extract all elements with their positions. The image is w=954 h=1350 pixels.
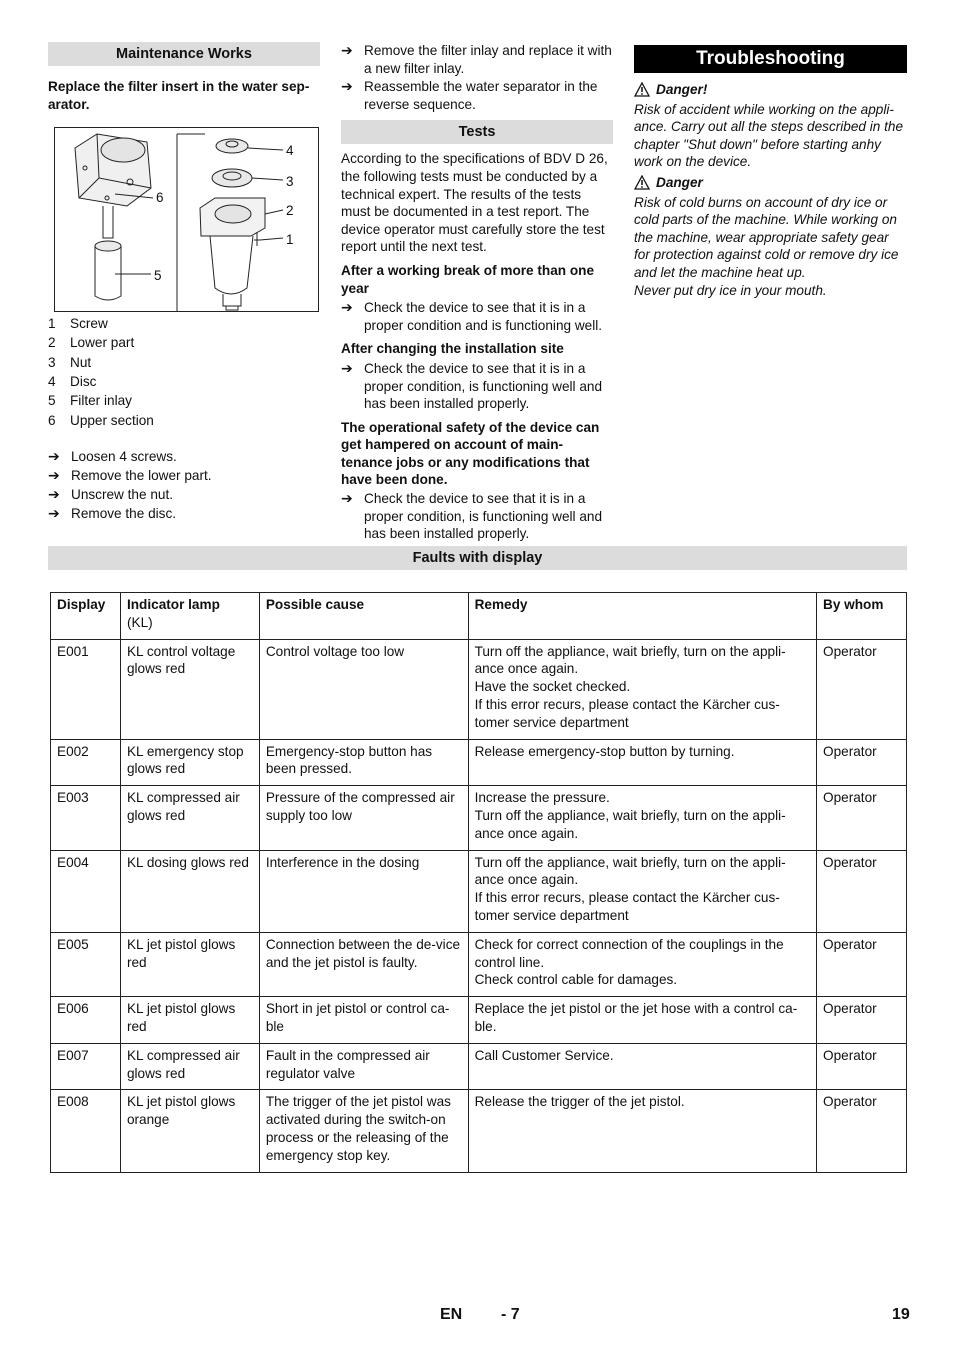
arrow-icon: ➔ [341, 78, 353, 95]
possible-cause-cell: The trigger of the jet pistol was activated during the switch-on process or the releasing of the emergency stop key. [259, 1090, 468, 1172]
step-item: ➔ Unscrew the nut. [48, 485, 173, 502]
site-heading: After changing the installation site [341, 341, 564, 357]
remedy-cell: Turn off the appliance, wait briefly, turn on the appli-ance once again. Have the socket checked. If this error recurs, please contact the Kärcher cus-tomer service department [468, 639, 816, 739]
remedy-cell: Release the trigger of the jet pistol. [468, 1090, 816, 1172]
faults-table [50, 592, 907, 1173]
callout-3: 3 [286, 174, 294, 190]
callout-6: 6 [156, 190, 164, 206]
display-cell: E002 [51, 739, 121, 786]
display-cell: E008 [51, 1090, 121, 1172]
arrow-icon: ➔ [341, 42, 353, 58]
tests-column [341, 42, 613, 543]
legend-item: 4 Disc [48, 374, 97, 390]
arrow-icon: ➔ [341, 490, 353, 507]
by-whom-cell: Operator [817, 639, 907, 739]
col-remedy: Remedy [468, 593, 816, 640]
indicator-lamp-cell: KL jet pistol glows red [120, 932, 259, 996]
arrow-icon: ➔ [48, 485, 60, 502]
break-heading: After a working break of more than one year [341, 262, 595, 296]
indicator-lamp-cell: KL control voltage glows red [120, 639, 259, 739]
by-whom-cell: Operator [817, 1043, 907, 1090]
fault-row [51, 1043, 907, 1090]
display-cell: E007 [51, 1043, 121, 1090]
arrow-icon: ➔ [48, 466, 60, 483]
indicator-lamp-cell: KL dosing glows red [120, 850, 259, 932]
maintenance-column [48, 42, 320, 523]
legend-item: 5 Filter inlay [48, 393, 132, 409]
fault-row [51, 739, 907, 786]
by-whom-cell: Operator [817, 997, 907, 1044]
step-item: ➔ Check the device to see that it is in a proper condition and is functioning well. [341, 299, 603, 333]
danger-text-2: Risk of cold burns on account of dry ice or cold parts of the machine. While working on the machine, wear appropriate safety gear for protection against cold or remove dry ice and let the machine heat up. [634, 194, 899, 280]
maintenance-steps [48, 448, 320, 523]
callout-2: 2 [286, 203, 294, 219]
col-possible-cause: Possible cause [259, 593, 468, 640]
step-item: ➔ Loosen 4 screws. [48, 447, 177, 464]
fault-row [51, 786, 907, 850]
water-separator-diagram [55, 128, 318, 311]
by-whom-cell: Operator [817, 739, 907, 786]
water-separator-figure [54, 127, 319, 312]
danger-text-1: Risk of accident while working on the appli-ance. Carry out all the steps described in the chapter "Shut down" before starting anhy work on the device. [634, 101, 904, 170]
faults-heading: Faults with display [48, 546, 907, 570]
warning-triangle-icon [634, 82, 650, 97]
legend-item: 6 Upper section [48, 412, 154, 428]
legend-item: 3 Nut [48, 354, 92, 370]
possible-cause-cell: Pressure of the compressed air supply too low [259, 786, 468, 850]
step-item: ➔ Remove the disc. [48, 504, 177, 521]
display-cell: E004 [51, 850, 121, 932]
parts-legend [48, 314, 320, 430]
possible-cause-cell: Emergency-stop button has been pressed. [259, 739, 468, 786]
callout-5: 5 [154, 268, 162, 284]
danger-label-2: Danger [634, 174, 907, 192]
arrow-icon: ➔ [341, 299, 353, 316]
tests-heading: Tests [341, 120, 613, 144]
troubleshooting-column [634, 42, 907, 299]
col-by-whom: By whom [817, 593, 907, 640]
fault-row [51, 997, 907, 1044]
tests-intro: According to the specifications of BDV D 26, the following tests must be conducted by a technical expert. The results of the tests must be documented in a test report. The device operator must carefully store the test report until the next test. [341, 151, 608, 255]
by-whom-cell: Operator [817, 1090, 907, 1172]
possible-cause-cell: Control voltage too low [259, 639, 468, 739]
danger-text-2-extra: Never put dry ice in your mouth. [634, 282, 827, 298]
col-indicator-lamp: Indicator lamp (KL) [120, 593, 259, 640]
display-cell: E003 [51, 786, 121, 850]
arrow-icon: ➔ [48, 447, 60, 464]
display-cell: E005 [51, 932, 121, 996]
remedy-cell: Turn off the appliance, wait briefly, turn on the appli-ance once again. If this error recurs, please contact the Kärcher cus-tomer service department [468, 850, 816, 932]
indicator-lamp-cell: KL jet pistol glows orange [120, 1090, 259, 1172]
legend-item: 2 Lower part [48, 335, 135, 351]
by-whom-cell: Operator [817, 850, 907, 932]
danger-label-1: Danger! [634, 81, 907, 99]
fault-row [51, 1090, 907, 1172]
arrow-icon: ➔ [48, 504, 60, 521]
step-item: ➔ Check the device to see that it is in a proper condition, is functioning well and has been installed properly. [341, 359, 603, 412]
col-display: Display [51, 593, 121, 640]
callout-4: 4 [286, 143, 294, 159]
remedy-cell: Release emergency-stop button by turning. [468, 739, 816, 786]
faults-header-row [51, 593, 907, 640]
possible-cause-cell: Connection between the de-vice and the jet pistol is faulty. [259, 932, 468, 996]
legend-item: 1 Screw [48, 316, 108, 332]
by-whom-cell: Operator [817, 786, 907, 850]
remedy-cell: Replace the jet pistol or the jet hose with a control ca-ble. [468, 997, 816, 1044]
indicator-lamp-cell: KL jet pistol glows red [120, 997, 259, 1044]
remedy-cell: Increase the pressure. Turn off the appliance, wait briefly, turn on the appli-ance once again. [468, 786, 816, 850]
troubleshooting-heading: Troubleshooting [634, 45, 907, 73]
by-whom-cell: Operator [817, 932, 907, 996]
display-cell: E001 [51, 639, 121, 739]
safety-heading: The operational safety of the device can get hampered on account of main-tenance jobs or any modifications that have been done. [341, 419, 600, 488]
warning-triangle-icon [634, 175, 650, 190]
footer-page-number: 19 [892, 1306, 910, 1323]
indicator-lamp-cell: KL compressed air glows red [120, 1043, 259, 1090]
possible-cause-cell: Interference in the dosing [259, 850, 468, 932]
remedy-cell: Check for correct connection of the couplings in the control line. Check control cable for damages. [468, 932, 816, 996]
footer-subpage: - 7 [501, 1306, 520, 1323]
callout-1: 1 [286, 232, 294, 248]
indicator-lamp-cell: KL compressed air glows red [120, 786, 259, 850]
possible-cause-cell: Short in jet pistol or control ca-ble [259, 997, 468, 1044]
footer-language: EN [440, 1306, 463, 1323]
filter-insert-subheading: Replace the filter insert in the water sep-arator. [48, 79, 310, 112]
display-cell: E006 [51, 997, 121, 1044]
fault-row [51, 932, 907, 996]
arrow-icon: ➔ [341, 359, 353, 376]
fault-row [51, 639, 907, 739]
possible-cause-cell: Fault in the compressed air regulator valve [259, 1043, 468, 1090]
step-item: ➔ Remove the filter inlay and replace it with a new filter inlay. [341, 42, 612, 76]
maintenance-heading: Maintenance Works [48, 42, 320, 66]
step-item: ➔ Check the device to see that it is in a proper condition, is functioning well and has been installed properly. [341, 490, 603, 542]
indicator-lamp-cell: KL emergency stop glows red [120, 739, 259, 786]
step-item: ➔ Remove the lower part. [48, 466, 212, 483]
step-item: ➔ Reassemble the water separator in the reverse sequence. [341, 78, 598, 112]
remedy-cell: Call Customer Service. [468, 1043, 816, 1090]
fault-row [51, 850, 907, 932]
